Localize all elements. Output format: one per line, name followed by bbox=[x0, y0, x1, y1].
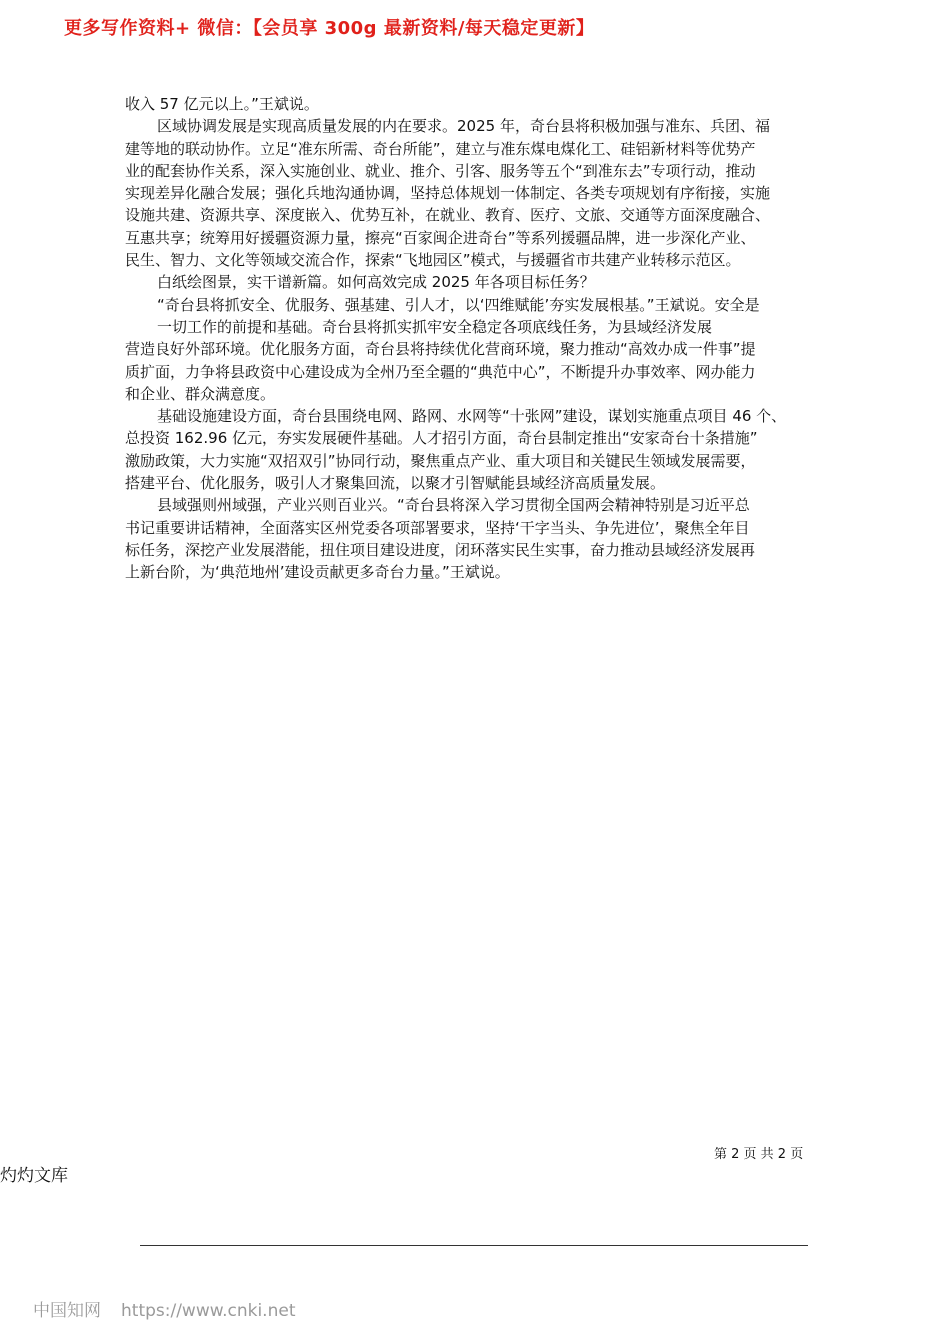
text-line: 激励政策，大力实施“双招双引”协同行动，聚焦重点产业、重大项目和关键民生领域发展需要， bbox=[125, 451, 756, 470]
library-name: 灼灼文库 bbox=[0, 1166, 68, 1186]
text-line: 总投资 162.96 亿元，夯实发展硬件基础。人才招引方面，奇台县制定推出“安家奇台十条措施” bbox=[125, 429, 758, 448]
text-line: 标任务，深挖产业发展潜能，扭住项目建设进度，闭环落实民生实事，奋力推动县域经济发展再 bbox=[125, 540, 756, 559]
text-line: 基础设施建设方面，奇台县围绕电网、路网、水网等“十张网”建设，谋划实施重点项目 46 个、 bbox=[157, 407, 787, 426]
text-line: 搭建平台、优化服务，吸引人才聚集回流，以聚才引智赋能县域经济高质量发展。 bbox=[125, 474, 666, 493]
text-line: 上新台阶，为‘典范地州’建设贡献更多奇台力量。”王斌说。 bbox=[125, 563, 510, 582]
text-line: 收入 57 亿元以上。”王斌说。 bbox=[125, 95, 319, 113]
text-line: 白纸绘图景，实干谱新篇。如何高效完成 2025 年各项目标任务？ bbox=[157, 273, 595, 292]
article-body bbox=[125, 93, 837, 584]
text-line: 建等地的联动协作。立足“准东所需、奇台所能”，建立与准东煤电煤化工、硅铝新材料等优势产 bbox=[125, 139, 756, 158]
text-line: 书记重要讲话精神，全面落实区州党委各项部署要求，坚持‘干字当头、争先进位’，聚焦全年目 bbox=[125, 518, 750, 537]
text-line: 一切工作的前提和基础。奇台县将抓实抓牢安全稳定各项底线任务，为县域经济发展 bbox=[157, 317, 713, 336]
footer bbox=[33, 1296, 295, 1321]
text-line: 互惠共享；统筹用好援疆资源力量，擦亮“百家闽企进奇台”等系列援疆品牌，进一步深化产业、 bbox=[125, 228, 756, 247]
text-line: 区域协调发展是实现高质量发展的内在要求。2025 年，奇台县将积极加强与准东、兵团、福 bbox=[157, 117, 770, 136]
text-line: 营造良好外部环境。优化服务方面，奇台县将持续优化营商环境，聚力推动“高效办成一件事”提 bbox=[125, 340, 756, 359]
text-line: 县域强则州域强，产业兴则百业兴。“奇台县将深入学习贯彻全国两会精神特别是习近平总 bbox=[157, 496, 750, 515]
text-line: 民生、智力、文化等领域交流合作，探索“飞地园区”模式，与援疆省市共建产业转移示范区。 bbox=[125, 251, 741, 270]
page-number: 第 2 页 共 2 页 bbox=[714, 1147, 804, 1162]
text-line: 业的配套协作关系，深入实施创业、就业、推介、引客、服务等五个“到准东去”专项行动，推动 bbox=[125, 161, 756, 180]
text-line: 实现差异化融合发展；强化兵地沟通协调，坚持总体规划一体制定、各类专项规划有序衔接，实施 bbox=[125, 184, 771, 203]
text-line: 和企业、群众满意度。 bbox=[125, 384, 276, 403]
text-line: 设施共建、资源共享、深度嵌入、优势互补，在就业、教育、医疗、文旅、交通等方面深度融合、 bbox=[125, 206, 771, 225]
footer-url[interactable]: https://www.cnki.net bbox=[121, 1301, 296, 1321]
promo-banner: 更多写作资料+ 微信：【会员享 300g 最新资料/每天稳定更新】 bbox=[64, 18, 595, 39]
text-line: “奇台县将抓安全、优服务、强基建、引人才，以‘四维赋能’夯实发展根基。”王斌说。安全是 bbox=[157, 295, 760, 314]
text-line: 质扩面，力争将县政资中心建设成为全州乃至全疆的“典范中心”，不断提升办事效率、网办能力 bbox=[125, 362, 756, 381]
footer-divider bbox=[140, 1245, 808, 1246]
footer-site-name: 中国知网 bbox=[33, 1301, 101, 1321]
